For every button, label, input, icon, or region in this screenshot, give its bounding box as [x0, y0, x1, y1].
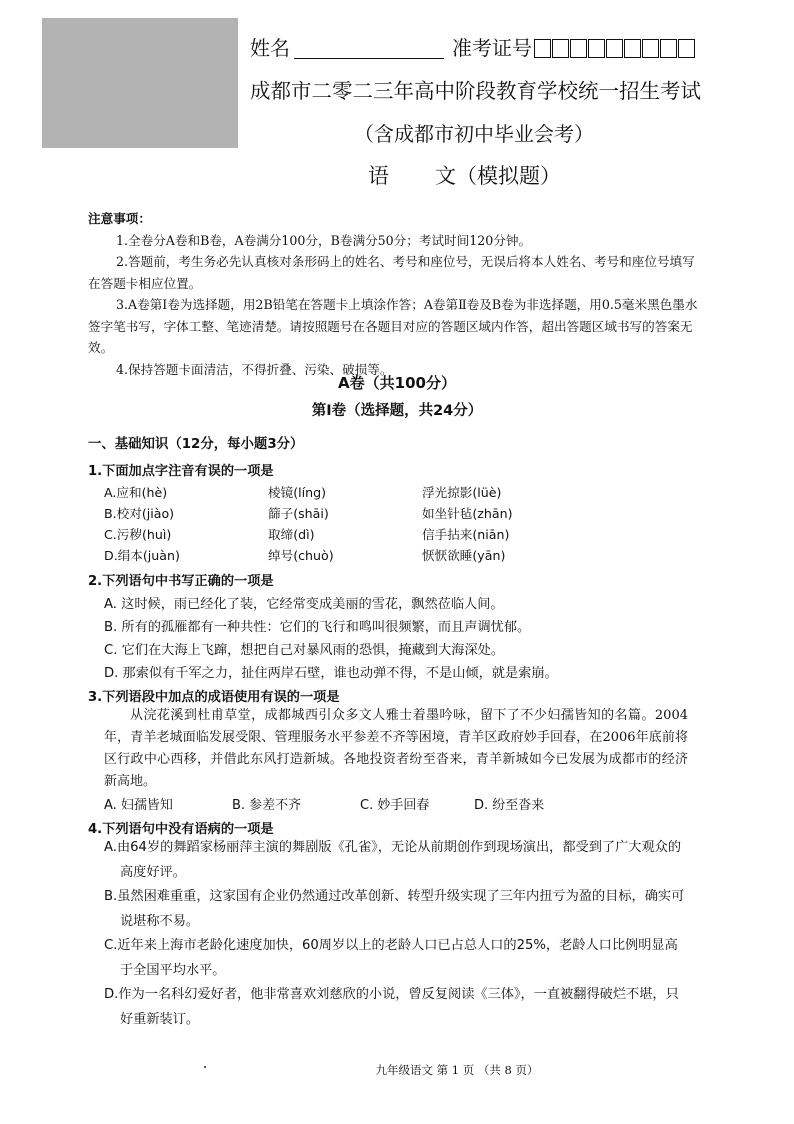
- q1-option: 取缔(dì): [268, 527, 315, 542]
- q4-option: C.近年来上海市老龄化速度加快，60周岁以上的老龄人口已占总人口的25%，老龄人口比例明显高于全国平均水平。: [104, 938, 678, 978]
- id-digit-box[interactable]: [606, 39, 623, 58]
- question-2-stem: 2.下列语句中书写正确的一项是: [88, 574, 274, 589]
- id-digit-box[interactable]: [534, 39, 551, 58]
- id-boxes[interactable]: [534, 36, 696, 60]
- q1-option: 篩子(shāi): [268, 506, 329, 521]
- q1-option: 棱镜(líng): [268, 485, 326, 500]
- q1-option: 绰号(chuò): [268, 548, 334, 563]
- subject-rest: 文（模拟题）: [435, 164, 561, 188]
- q4-option: D.作为一名科幻爱好者，他非常喜欢刘慈欣的小说，曾反复阅读《三体》，一直被翻得破烂不堪，只好重新装订。: [104, 987, 679, 1027]
- subject-char: 语: [368, 164, 389, 188]
- id-label: 准考证号: [452, 36, 532, 60]
- q2-option: A. 这时候，雨已经化了装，它经常变成美丽的雪花，飘然莅临人间。: [104, 597, 504, 612]
- notice-heading: 注意事项：: [88, 211, 151, 226]
- q1-option: 浮光掠影(lüè): [422, 485, 502, 500]
- question-3-stem: 3.下列语段中加点的成语使用有误的一项是: [88, 690, 340, 705]
- section-title: 一、基础知识（12分，每小题3分）: [88, 437, 304, 452]
- part1-title: 第Ⅰ卷（选择题，共24分）: [311, 403, 483, 419]
- candidate-info-line: [250, 32, 696, 61]
- question-1-stem: 1.下面加点字注音有误的一项是: [88, 464, 274, 479]
- notice-item: 2.答题前，考生务必先认真核对条形码上的姓名、考号和座位号，无误后将本人姓名、考号和座位号填写在答题卡相应位置。: [88, 254, 695, 291]
- id-digit-box[interactable]: [678, 39, 695, 58]
- q4-options: [104, 836, 688, 1032]
- q3-option: D. 纷至沓来: [474, 798, 545, 813]
- q1-option: B.校对(jiào): [104, 506, 175, 521]
- q1-option: C.污秽(huì): [104, 527, 172, 542]
- q2-option: D. 那索似有千军之力，扯住两岸石壁，谁也动弹不得，不是山倾，就是索崩。: [104, 666, 558, 681]
- notice-item: 4.保持答题卡面清洁，不得折叠、污染、破损等。: [116, 361, 393, 377]
- q4-option: A.由64岁的舞蹈家杨丽萍主演的舞剧版《孔雀》，无论从前期创作到现场演出，都受到了广大观众的高度好评。: [104, 840, 682, 880]
- id-digit-box[interactable]: [624, 39, 641, 58]
- q2-option: B. 所有的孤雁都有一种共性：它们的飞行和鸣叫很频繁，而且声调忧郁。: [104, 620, 531, 635]
- id-digit-box[interactable]: [660, 39, 677, 58]
- q4-option: B.虽然困难重重，这家国有企业仍然通过改革创新、转型升级实现了三年内扭亏为盈的目标，确实可说堪称不易。: [104, 889, 685, 929]
- volume-a-title: A卷（共100分）: [338, 374, 456, 392]
- q1-option: A.应和(hè): [104, 485, 168, 500]
- q1-option: 信手拈来(niān): [422, 527, 510, 542]
- q1-option: 如坐针毡(zhān): [422, 506, 513, 521]
- q2-option: C. 它们在大海上飞蹿，想把自己对暴风雨的恐惧，掩藏到大海深处。: [104, 643, 505, 658]
- id-digit-box[interactable]: [570, 39, 587, 58]
- photo-placeholder: [42, 18, 238, 148]
- name-blank[interactable]: [294, 40, 444, 59]
- q3-option: C. 妙手回春: [360, 798, 430, 813]
- q3-option: B. 参差不齐: [232, 798, 302, 813]
- q3-passage: 从浣花溪到杜甫草堂，成都城西引众多文人雅士着墨吟咏，留下了不少妇孺皆知的名篇。2004年，青羊老城面临发展受限、管理服务水平参差不齐等困境，青羊区政府妙手回春，在2006年底前将区行政中心西移，并借此东风打造新城。各地投资者纷至沓来，青羊新城如今已发展为成都市的经济新高地。: [104, 708, 688, 789]
- q1-option: D.绢本(juàn): [104, 548, 180, 563]
- question-4-stem: 4.下列语句中没有语病的一项是: [88, 822, 274, 837]
- exam-subtitle: （含成都市初中毕业会考）: [354, 122, 594, 146]
- id-digit-box[interactable]: [588, 39, 605, 58]
- exam-title: 成都市二零二三年高中阶段教育学校统一招生考试: [250, 79, 701, 103]
- q1-option: 恹恹欲睡(yān): [422, 548, 506, 563]
- id-digit-box[interactable]: [642, 39, 659, 58]
- subject-title: [368, 160, 561, 190]
- notice-item: 1.全卷分A卷和B卷，A卷满分100分，B卷满分50分；考试时间120分钟。: [116, 232, 532, 248]
- page-footer: 九年级语文 第 1 页 （共 8 页）: [375, 1063, 539, 1077]
- q3-option: A. 妇孺皆知: [104, 798, 173, 813]
- notice-item: 3.A卷第Ⅰ卷为选择题，用2B铅笔在答题卡上填涂作答；A卷第Ⅱ卷及B卷为非选择题，用0.5毫米黑色墨水签字笔书写，字体工整、笔迹清楚。请按照题号在各题目对应的答题区域内作答，超出答题区域书写的答案无效。: [88, 297, 698, 355]
- name-label: 姓名: [250, 36, 290, 60]
- id-digit-box[interactable]: [552, 39, 569, 58]
- notice-block: [88, 208, 698, 380]
